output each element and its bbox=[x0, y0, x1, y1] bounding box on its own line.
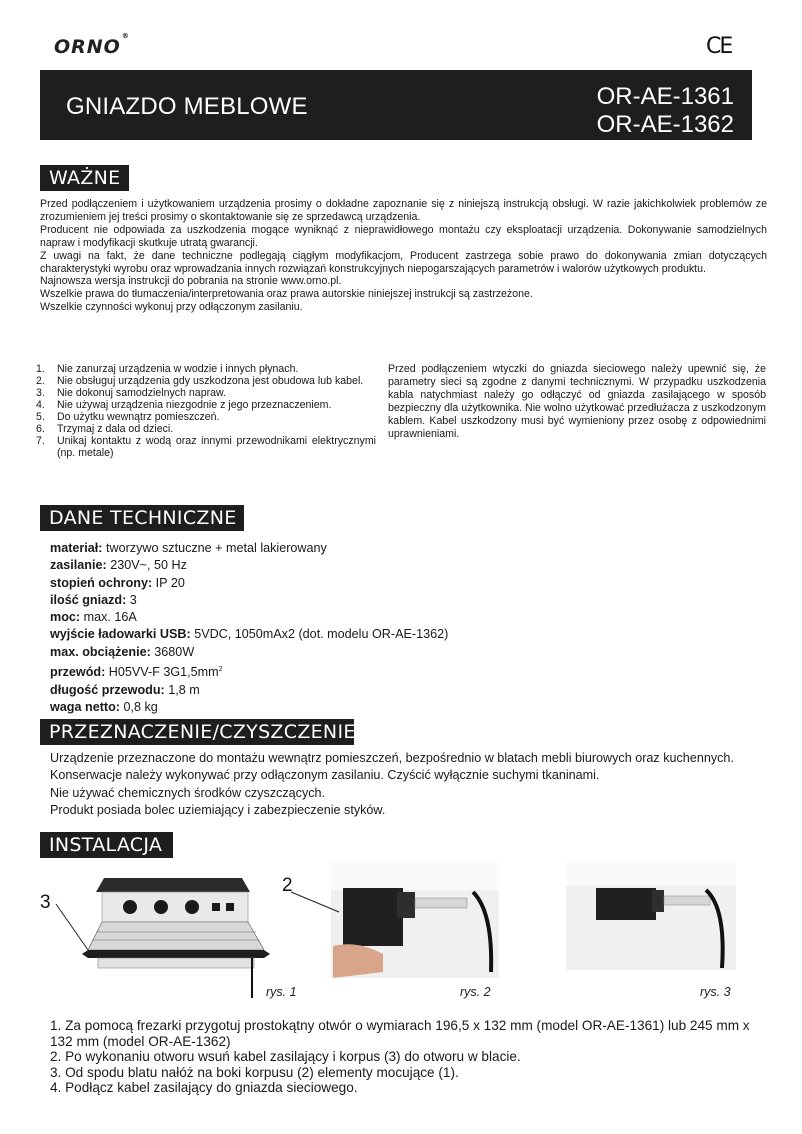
installation-heading: INSTALACJA bbox=[40, 832, 173, 858]
important-paragraph: Wszelkie czynności wykonuj przy odłączonym zasilaniu. bbox=[40, 301, 303, 314]
tech-specs bbox=[50, 540, 448, 716]
warning-item: 3. Nie dokonuj samodzielnych napraw. bbox=[36, 387, 227, 399]
figure-1-callout: 3 bbox=[40, 892, 51, 913]
spec-row: max. obciążenie: 3680W bbox=[50, 644, 195, 659]
important-paragraph: Z uwagi na fakt, że dane techniczne podlegają ciągłym modyfikacjom, Producent zastrzega sobie prawo do dokonywania zmian dotyczących charakterystyki wyrobu oraz wprowadzania innych rozwiązań konstrukcyjnych niepogarszających parametrów i walorów użytkowych produktu. bbox=[40, 249, 767, 275]
spec-row: stopień ochrony: IP 20 bbox=[50, 575, 185, 590]
purpose-line: Produkt posiada bolec uziemiający i zabezpieczenie styków. bbox=[50, 802, 386, 817]
important-paragraph: Przed podłączeniem i użytkowaniem urządzenia prosimy o dokładne zapoznanie się z niniejszą instrukcją obsługi. W razie jakichkolwiek problemów ze zrozumieniem jej treści prosimy o skontaktowanie się ze sprzedawcą urządzenia. bbox=[40, 198, 767, 223]
figure-3-caption: rys. 3 bbox=[700, 985, 731, 999]
spec-row: wyjście ładowarki USB: 5VDC, 1050mAx2 (dot. modelu OR-AE-1362) bbox=[50, 627, 449, 642]
important-heading: WAŻNE bbox=[40, 165, 129, 191]
warning-list bbox=[36, 363, 376, 459]
figure-2-caption: rys. 2 bbox=[460, 985, 491, 999]
installation-step: 4. Podłącz kabel zasilający do gniazda sieciowego. bbox=[50, 1080, 358, 1096]
installation-step: 1. Za pomocą frezarki przygotuj prostokątny otwór o wymiarach 196,5 x 132 mm (model OR-AE-1361) lub 245 mm x 132 mm (model OR-AE-1362) bbox=[50, 1018, 750, 1049]
spec-row: materiał: tworzywo sztuczne + metal lakierowany bbox=[50, 541, 327, 555]
installation-step: 2. Po wykonaniu otworu wsuń kabel zasilający i korpus (3) do otworu w blacie. bbox=[50, 1049, 521, 1065]
model-number-a: OR-AE-1361 bbox=[596, 83, 734, 110]
warning-item: 7. Unikaj kontaktu z wodą oraz innymi przewodnikami elektrycznymi (np. metale) bbox=[36, 435, 376, 459]
important-paragraph: Producent nie odpowiada za uszkodzenia mogące wyniknąć z nieprawidłowego montażu czy eksploatacji urządzenia. Dokonywanie samodzielnych napraw i modyfikacji skutkuje utratą gwarancji. bbox=[40, 223, 767, 249]
model-number-b: OR-AE-1362 bbox=[596, 111, 734, 138]
figure-1-caption: rys. 1 bbox=[266, 985, 297, 999]
warning-item: 2. Nie obsługuj urządzenia gdy uszkodzona jest obudowa lub kabel. bbox=[36, 375, 364, 387]
tech-heading: DANE TECHNICZNE bbox=[40, 505, 244, 531]
spec-row: waga netto: 0,8 kg bbox=[50, 699, 158, 714]
important-text bbox=[40, 198, 767, 314]
purpose-line: Konserwacje należy wykonywać przy odłączonym zasilaniu. Czyścić wyłącznie suchymi tkaninami. bbox=[50, 768, 600, 783]
spec-row: zasilanie: 230V~, 50 Hz bbox=[50, 558, 187, 573]
figure-2-callout: 2 bbox=[282, 875, 293, 896]
figure-2-mounting-photo bbox=[287, 862, 499, 982]
purpose-line: Nie używać chemicznych środków czyszczących. bbox=[50, 785, 326, 800]
spec-row: moc: max. 16A bbox=[50, 610, 137, 625]
brand-logo: ORNO® bbox=[54, 31, 130, 58]
spec-row: przewód: H05VV-F $3G1,5mm^2$ bbox=[50, 665, 223, 680]
title-band bbox=[40, 70, 752, 140]
figure-1-socket-photo bbox=[52, 870, 282, 1010]
warning-item: 1. Nie zanurzaj urządzenia w wodzie i innych płynach. bbox=[36, 363, 299, 375]
warning-item: 5. Do użytku wewnątrz pomieszczeń. bbox=[36, 411, 220, 423]
installation-steps bbox=[50, 1018, 766, 1096]
ce-mark-icon: CE bbox=[706, 34, 732, 59]
warning-item: 6. Trzymaj z dala od dzieci. bbox=[36, 423, 174, 435]
figure-3-mounted-photo bbox=[566, 862, 736, 972]
purpose-text bbox=[50, 750, 734, 819]
installation-step: 3. Od spodu blatu nałóż na boki korpusu (2) elementy mocujące (1). bbox=[50, 1064, 459, 1080]
spec-row: ilość gniazd: 3 bbox=[50, 592, 137, 607]
cable-safety-note: Przed podłączeniem wtyczki do gniazda sieciowego należy upewnić się, że parametry sieci są zgodne z danymi technicznymi. W przypadku uszkodzenia kabla natychmiast należy go odłączyć od gniazda zasilającego w sposób bezpieczny dla użytkownika. Nie wolno użytkować przedłużacza z uszkodzonym kablem. Kabel uszkodzony musi być wymieniony przez osobę z odpowiednimi uprawnieniami. bbox=[388, 363, 766, 440]
document-title: GNIAZDO MEBLOWE bbox=[66, 93, 308, 120]
important-paragraph: Najnowsza wersja instrukcji do pobrania na stronie www.orno.pl. bbox=[40, 275, 342, 288]
important-paragraph: Wszelkie prawa do tłumaczenia/interpretowania oraz prawa autorskie niniejszej instrukcji są zastrzeżone. bbox=[40, 288, 533, 301]
warning-item: 4. Nie używaj urządzenia niezgodnie z jego przeznaczeniem. bbox=[36, 399, 332, 411]
spec-row: długość przewodu: 1,8 m bbox=[50, 682, 200, 697]
purpose-line: Urządzenie przeznaczone do montażu wewnątrz pomieszczeń, bezpośrednio w blatach mebli biurowych oraz kuchennych. bbox=[50, 751, 734, 765]
purpose-heading: PRZEZNACZENIE/CZYSZCZENIE bbox=[40, 719, 354, 745]
